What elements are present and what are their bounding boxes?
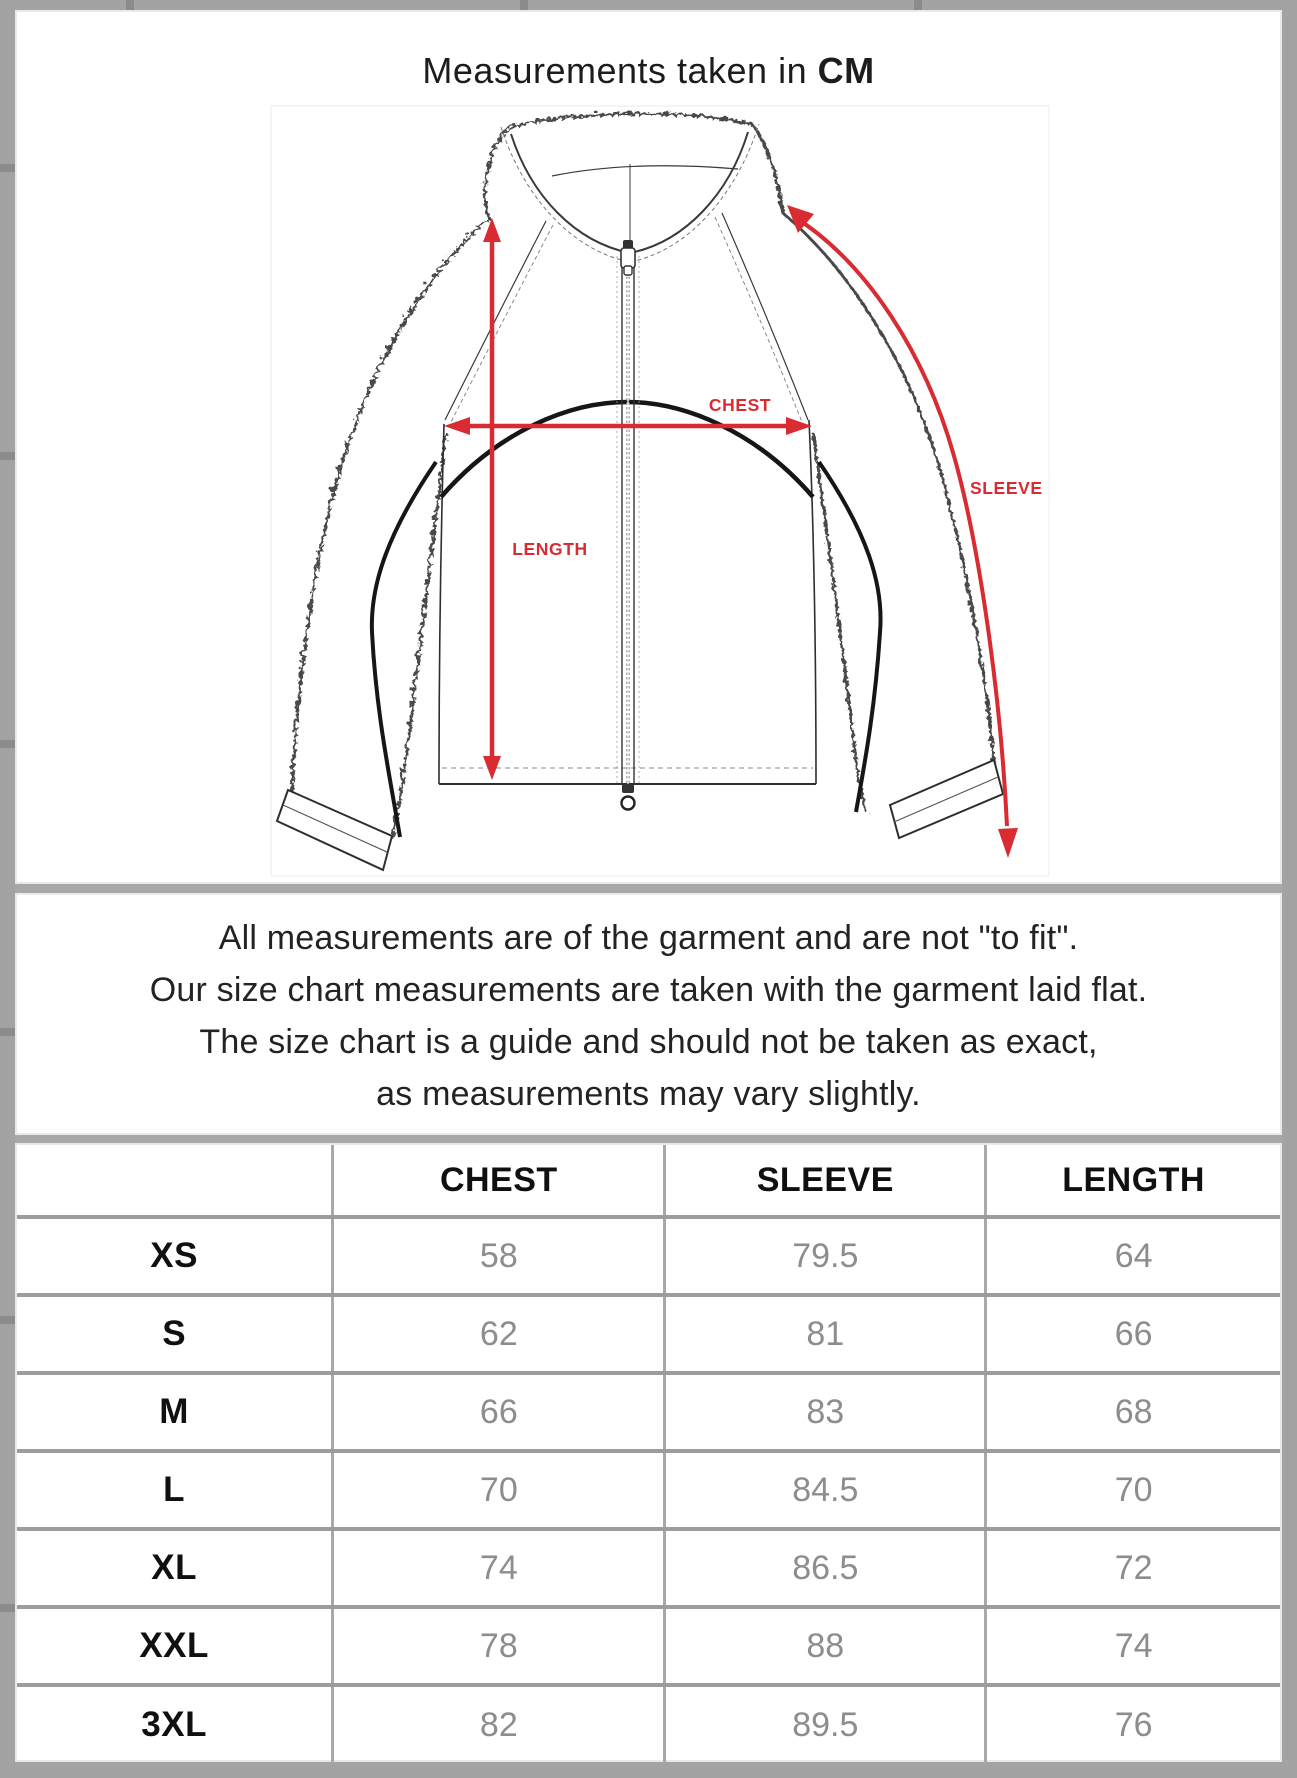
header-size-cell [17,1145,333,1217]
size-row [17,1529,1280,1607]
zipper-bottom-stop [622,784,634,793]
size-table-section [15,1143,1282,1762]
size-row [17,1217,1280,1295]
measurement-cell: 76 [986,1685,1280,1763]
disclaimer-line: All measurements are of the garment and are not "to fit". [218,919,1079,957]
header-chest-cell: CHEST [333,1145,665,1217]
size-row [17,1685,1280,1763]
zipper-slider [621,248,635,268]
panel-seams [372,402,881,837]
page-title-unit: CM [817,50,875,91]
measurement-cell: 66 [986,1295,1280,1373]
size-row [17,1607,1280,1685]
fleece-outline [290,112,992,838]
length-label: LENGTH [512,539,588,559]
chest-label: CHEST [708,395,772,415]
sleeve-label: SLEEVE [970,478,1043,498]
disclaimer-line: The size chart is a guide and should not be taken as exact, [199,1023,1098,1061]
size-guide-page [15,10,1282,1762]
zipper [617,240,639,810]
size-name-cell: XS [150,1236,198,1275]
size-name-cell: 3XL [141,1705,207,1744]
measurement-annotations [444,205,1043,858]
sleeve-arrow [793,216,1007,826]
size-table-header-row [17,1145,1280,1217]
size-name-cell: L [163,1470,186,1509]
measurement-cell: 70 [986,1451,1280,1529]
measurement-cell: 79.5 [665,1217,986,1295]
measurement-cell: 83 [665,1373,986,1451]
size-row [17,1451,1280,1529]
disclaimer-line: as measurements may vary slightly. [376,1075,921,1113]
measurement-cell: 68 [986,1373,1280,1451]
section-divider [15,884,1282,893]
size-row [17,1373,1280,1451]
measurement-cell: 72 [986,1529,1280,1607]
size-name-cell: S [162,1314,187,1353]
page-title [17,50,1280,92]
disclaimer-text [17,895,1280,1120]
page-title-text: Measurements taken in [422,50,818,91]
measurement-cell: 70 [333,1451,665,1529]
disclaimer-line: Our size chart measurements are taken with the garment laid flat. [149,971,1148,1009]
measurement-cell: 84.5 [665,1451,986,1529]
measurement-cell: 74 [333,1529,665,1607]
measurement-cell: 62 [333,1295,665,1373]
jacket-diagram [270,100,1090,882]
measurement-cell: 88 [665,1607,986,1685]
section-divider [15,1135,1282,1143]
size-table [17,1145,1280,1763]
size-table-body [17,1217,1280,1763]
measurement-cell: 78 [333,1607,665,1685]
header-sleeve-cell: SLEEVE [665,1145,986,1217]
size-row [17,1295,1280,1373]
measurement-cell: 74 [986,1607,1280,1685]
cuffs [277,760,1003,870]
zipper-pull [622,797,635,810]
measurement-cell: 81 [665,1295,986,1373]
size-name-cell: XXL [139,1626,209,1665]
diagram-section [15,10,1282,884]
size-name-cell: M [159,1392,189,1431]
measurement-cell: 66 [333,1373,665,1451]
measurement-cell: 64 [986,1217,1280,1295]
measurement-cell: 86.5 [665,1529,986,1607]
measurement-cell: 82 [333,1685,665,1763]
measurement-cell: 89.5 [665,1685,986,1763]
jacket-sketch [270,100,1090,882]
measurement-cell: 58 [333,1217,665,1295]
header-length-cell: LENGTH [986,1145,1280,1217]
size-name-cell: XL [151,1548,197,1587]
disclaimer-section [15,893,1282,1135]
